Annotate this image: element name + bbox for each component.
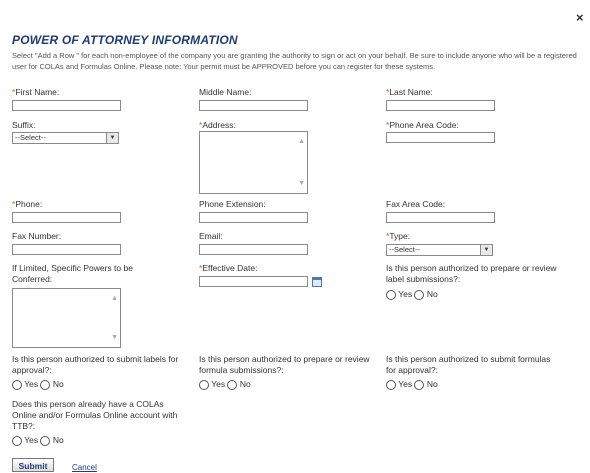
formula-prepare-radios: Yes No [199,379,251,390]
middle-name-label: Middle Name: [199,87,252,97]
formula-submit-yes-radio[interactable] [386,380,396,390]
type-label: *Type: [386,231,411,241]
effective-date-label: *Effective Date: [199,263,258,273]
close-icon[interactable]: × [576,10,584,25]
formula-submit-radios: Yes No [386,379,438,390]
first-name-input[interactable] [12,100,121,111]
type-select[interactable]: --Select-- ▼ [386,244,493,256]
chevron-down-icon: ▼ [106,133,118,143]
existing-account-question: Does this person already have a COLAs Online and/or Formulas Online account with TTB?: [12,399,178,431]
address-textarea[interactable] [199,131,308,194]
last-name-label: *Last Name: [386,87,433,97]
label-submit-question: Is this person authorized to submit labels for approval?: [12,354,179,375]
label-prepare-radios: Yes No [386,289,438,300]
last-name-input[interactable] [386,100,495,111]
existing-account-radios: Yes No [12,435,64,446]
label-prepare-no-radio[interactable] [414,290,424,300]
fax-area-code-input[interactable] [386,212,495,223]
specific-powers-textarea[interactable] [12,288,121,348]
scroll-up-icon: ▲ [111,295,118,302]
label-prepare-question: Is this person authorized to prepare or review label submissions?: [386,263,557,284]
label-submit-yes-radio[interactable] [12,380,22,390]
suffix-label: Suffix: [12,120,36,130]
chevron-down-icon: ▼ [480,245,492,255]
scroll-down-icon: ▼ [111,334,118,341]
address-label: *Address: [199,120,236,130]
phone-extension-label: Phone Extension: [199,199,266,209]
label-prepare-yes-radio[interactable] [386,290,396,300]
email-label: Email: [199,231,223,241]
submit-button[interactable]: Submit [12,458,54,472]
fax-area-code-label: Fax Area Code: [386,199,446,209]
label-submit-no-radio[interactable] [40,380,50,390]
label-submit-radios: Yes No [12,379,64,390]
email-input[interactable] [199,244,308,255]
formula-submit-no-radio[interactable] [414,380,424,390]
fax-number-input[interactable] [12,244,121,255]
scroll-up-icon: ▲ [298,138,305,145]
effective-date-input[interactable] [199,276,308,287]
existing-account-no-radio[interactable] [40,436,50,446]
phone-area-code-label: *Phone Area Code: [386,120,459,130]
formula-prepare-question: Is this person authorized to prepare or review formula submissions?: [199,354,370,375]
specific-powers-label: If Limited, Specific Powers to be Conferred: [12,263,133,284]
suffix-select[interactable]: --Select-- ▼ [12,132,119,144]
formula-prepare-no-radio[interactable] [227,380,237,390]
phone-extension-input[interactable] [199,212,308,223]
existing-account-yes-radio[interactable] [12,436,22,446]
intro-text: Select "Add a Row " for each non-employee of the company you are granting the authority to sign or act on your behalf. Be sure to include anyone who will be a registered user for COLAs and Formulas Online. Please note: Your permit must be APPROVED before you can register for these systems. [12,51,577,71]
phone-label: *Phone: [12,199,43,209]
cancel-link[interactable]: Cancel [72,463,97,472]
dialog-title: POWER OF ATTORNEY INFORMATION [12,33,238,47]
first-name-label: *First Name: [12,87,60,97]
formula-submit-question: Is this person authorized to submit formulas for approval?: [386,354,551,375]
formula-prepare-yes-radio[interactable] [199,380,209,390]
phone-input[interactable] [12,212,121,223]
scroll-down-icon: ▼ [298,180,305,187]
fax-number-label: Fax Number: [12,231,62,241]
calendar-icon[interactable] [312,277,322,287]
phone-area-code-input[interactable] [386,132,495,143]
middle-name-input[interactable] [199,100,308,111]
